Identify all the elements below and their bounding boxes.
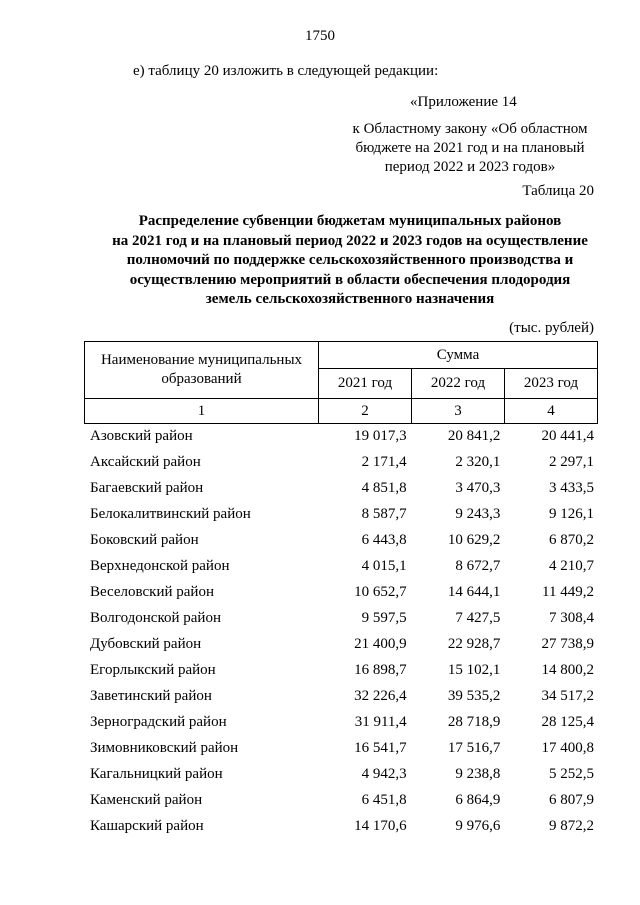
table-row — [84, 475, 598, 501]
district-name: Заветинский район — [90, 687, 212, 704]
value-2021: 16 898,7 — [354, 661, 407, 678]
instruction-text: е) таблицу 20 изложить в следующей редакции: — [133, 63, 439, 79]
header-name-cell — [85, 342, 319, 399]
law-reference-line: бюджете на 2021 год и на плановый — [355, 140, 585, 156]
law-reference — [300, 120, 640, 177]
value-2023: 14 800,2 — [541, 661, 594, 678]
value-2022: 22 928,7 — [447, 635, 501, 652]
district-name: Волгодонской район — [90, 609, 221, 626]
value-2023: 6 807,9 — [549, 791, 594, 808]
value-2021: 10 652,7 — [354, 583, 407, 600]
value-2021: 2 171,4 — [361, 453, 407, 470]
header-year-2022: 2022 год — [412, 369, 505, 399]
header-col-number: 4 — [505, 399, 598, 424]
header-name-line: образований — [161, 371, 242, 387]
value-2023: 11 449,2 — [542, 583, 594, 600]
district-name: Каменский район — [90, 791, 203, 808]
table-row — [84, 787, 598, 813]
value-2022: 17 516,7 — [447, 739, 501, 756]
table-row — [84, 527, 598, 553]
page-number: 1750 — [305, 28, 335, 44]
value-2023: 9 872,2 — [549, 817, 594, 834]
title-line: осуществлению мероприятий в области обеспечения плодородия — [129, 271, 571, 288]
district-name: Зерноградский район — [90, 713, 227, 730]
value-2021: 16 541,7 — [354, 739, 407, 756]
appendix-label: «Приложение 14 — [410, 94, 517, 110]
data-table — [84, 423, 598, 839]
value-2021: 4 015,1 — [361, 557, 407, 574]
value-2021: 14 170,6 — [354, 817, 407, 834]
table-label: Таблица 20 — [522, 183, 594, 199]
table-row — [84, 449, 598, 475]
value-2022: 10 629,2 — [447, 531, 501, 548]
law-reference-line: период 2022 и 2023 годов» — [384, 159, 556, 175]
value-2021: 19 017,3 — [354, 427, 407, 444]
value-2023: 27 738,9 — [541, 635, 594, 652]
district-name: Веселовский район — [90, 583, 214, 600]
header-year-2021: 2021 год — [319, 369, 412, 399]
table-row — [84, 709, 598, 735]
value-2021: 4 851,8 — [361, 479, 407, 496]
header-col-number: 2 — [319, 399, 412, 424]
value-2022: 8 672,7 — [455, 557, 501, 574]
value-2021: 21 400,9 — [354, 635, 407, 652]
units-label: (тыс. рублей) — [509, 320, 594, 336]
value-2023: 3 433,5 — [549, 479, 594, 496]
law-reference-line: к Областному закону «Об областном — [352, 121, 588, 137]
district-name: Кашарский район — [90, 817, 204, 834]
table-row — [84, 423, 598, 449]
district-name: Белокалитвинский район — [90, 505, 251, 522]
table-row — [84, 761, 598, 787]
value-2023: 5 252,5 — [549, 765, 594, 782]
table-row — [84, 683, 598, 709]
value-2022: 9 243,3 — [455, 505, 501, 522]
table-header — [84, 341, 598, 424]
table-row — [84, 605, 598, 631]
table-row — [84, 501, 598, 527]
value-2021: 6 443,8 — [361, 531, 407, 548]
value-2022: 3 470,3 — [455, 479, 501, 496]
title-line: земель сельскохозяйственного назначения — [205, 291, 495, 307]
header-year-2023: 2023 год — [505, 369, 598, 399]
district-name: Егорлыкский район — [90, 661, 216, 678]
value-2021: 6 451,8 — [361, 791, 407, 808]
value-2022: 9 976,6 — [455, 817, 501, 834]
value-2021: 31 911,4 — [354, 713, 407, 730]
district-name: Азовский район — [90, 427, 193, 444]
value-2021: 4 942,3 — [361, 765, 407, 782]
table-title — [60, 212, 640, 310]
header-col-number: 1 — [85, 399, 319, 424]
district-name: Дубовский район — [90, 635, 202, 652]
value-2022: 20 841,2 — [447, 427, 501, 444]
value-2023: 34 517,2 — [541, 687, 594, 704]
value-2023: 7 308,4 — [549, 609, 594, 626]
title-line: полномочий по поддержке сельскохозяйственного производства и — [126, 252, 574, 268]
header-name-line: Наименование муниципальных — [100, 352, 303, 368]
title-line: Распределение субвенции бюджетам муниципальных районов — [138, 213, 562, 229]
district-name: Боковский район — [90, 531, 199, 548]
value-2022: 15 102,1 — [447, 661, 501, 678]
value-2021: 9 597,5 — [361, 609, 407, 626]
table-body — [84, 423, 598, 839]
value-2022: 28 718,9 — [447, 713, 501, 730]
table-row — [84, 657, 598, 683]
district-name: Кагальницкий район — [90, 765, 223, 782]
value-2021: 32 226,4 — [354, 687, 407, 704]
header-col-number: 3 — [412, 399, 505, 424]
value-2023: 9 126,1 — [549, 505, 594, 522]
value-2022: 39 535,2 — [447, 687, 501, 704]
table-row — [84, 579, 598, 605]
value-2023: 6 870,2 — [549, 531, 594, 548]
value-2022: 7 427,5 — [455, 609, 501, 626]
value-2023: 20 441,4 — [541, 427, 594, 444]
header-sum-cell: Сумма — [319, 342, 598, 369]
value-2023: 17 400,8 — [541, 739, 594, 756]
value-2023: 4 210,7 — [549, 557, 594, 574]
value-2022: 6 864,9 — [455, 791, 501, 808]
table-row — [84, 631, 598, 657]
value-2021: 8 587,7 — [361, 505, 407, 522]
table-row — [84, 735, 598, 761]
district-name: Багаевский район — [90, 479, 204, 496]
value-2023: 2 297,1 — [549, 453, 594, 470]
district-name: Верхнедонской район — [90, 557, 230, 574]
value-2022: 14 644,1 — [447, 583, 501, 600]
table-row — [84, 553, 598, 579]
district-name: Аксайский район — [90, 453, 201, 470]
value-2023: 28 125,4 — [541, 713, 594, 730]
title-line: на 2021 год и на плановый период 2022 и 2023 годов на осуществление — [112, 232, 588, 249]
table-row — [84, 813, 598, 839]
value-2022: 9 238,8 — [455, 765, 501, 782]
value-2022: 2 320,1 — [455, 453, 501, 470]
district-name: Зимовниковский район — [90, 739, 239, 756]
